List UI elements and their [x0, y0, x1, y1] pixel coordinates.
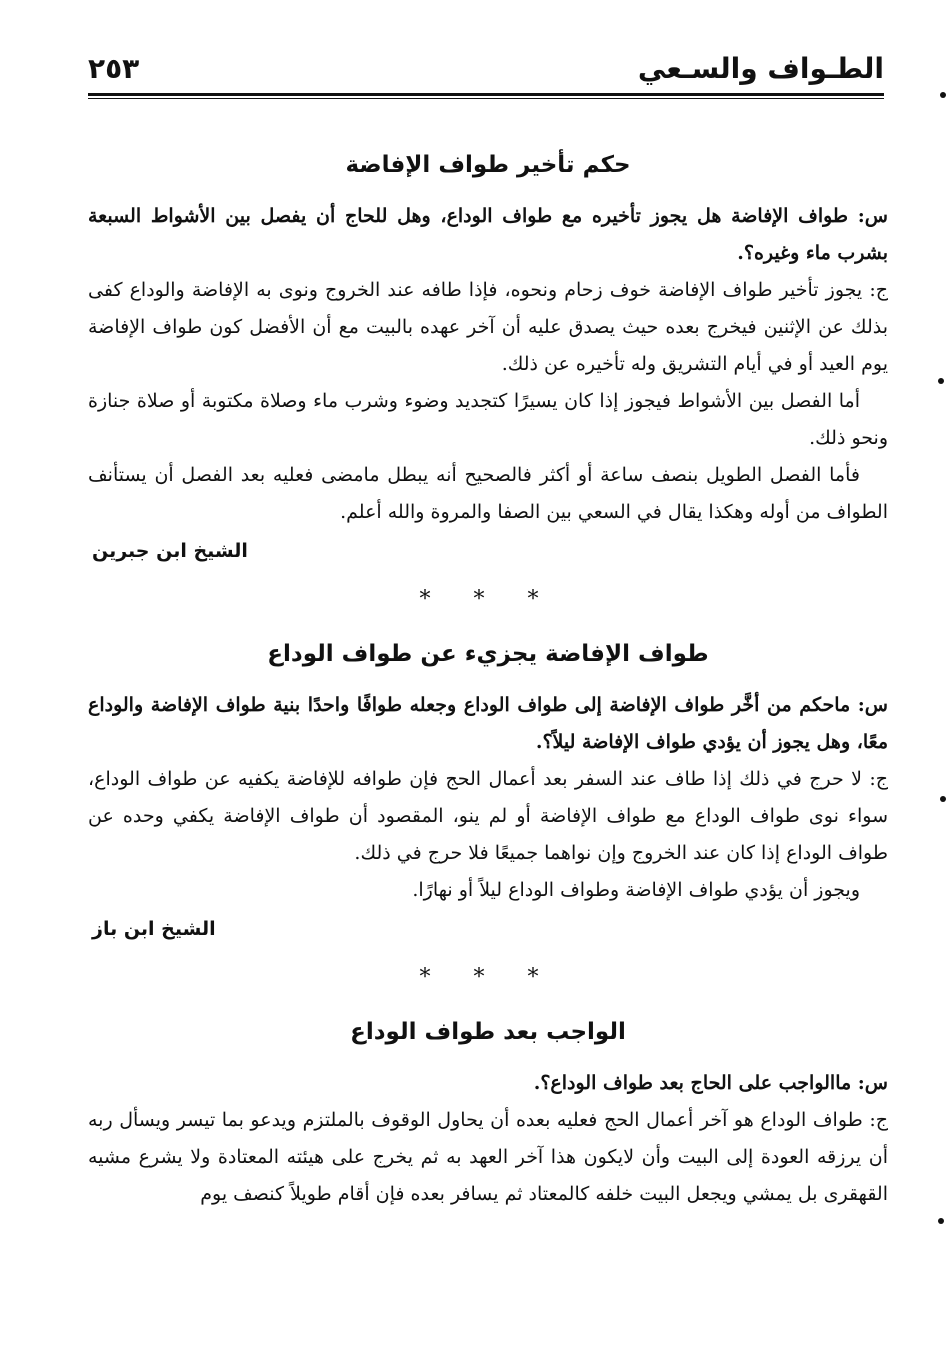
section-separator: * * * [419, 965, 557, 990]
page-number: ٢٥٣ [88, 52, 140, 85]
author-attribution: الشيخ ابن باز [92, 918, 216, 940]
answer-paragraph: أما الفصل بين الأشواط فيجوز إذا كان يسيرًا كتجديد وضوء وشرب ماء وصلاة مكتوبة أو صلاة جنازة ونحو ذلك. [88, 390, 888, 449]
section-title: طواف الإفاضة يجزيء عن طواف الوداع [267, 641, 709, 667]
section-3 [88, 1007, 888, 1213]
page-header [88, 52, 884, 92]
question-text: س: ماالواجب على الحاج بعد طواف الوداع؟. [533, 1072, 888, 1094]
section-1 [88, 140, 888, 571]
section-separator: * * * [419, 587, 557, 612]
section-title: الواجب بعد طواف الوداع [350, 1019, 626, 1045]
header-rule-thick [88, 93, 884, 96]
question-text: س: ماحكم من أخَّر طواف الإفاضة إلى طواف الوداع وجعله طوافًا واحدًا بنية طواف الإفاضة والوداع معًا، وهل يجوز أن يؤدي طواف الإفاضة ليلاً؟. [88, 694, 888, 753]
margin-mark [940, 796, 946, 802]
answer-paragraph: ج: طواف الوداع هو آخر أعمال الحج فعليه بعده أن يحاول الوقوف بالملتزم ويدعو بما تيسر ويسأل ربه أن يرزقه العودة إلى البيت وأن لايكون هذا آخر العهد به ثم يخرج على هيئته المعتادة ولا يشرع مشيه القهقرى بل يمشي ويجعل البيت خلفه كالمعتاد ثم يسافر بعده فإن أقام طويلاً كنصف يوم [88, 1109, 888, 1205]
margin-mark [938, 378, 944, 384]
answer-paragraph: ج: لا حرج في ذلك إذا طاف عند السفر بعد أعمال الحج فإن طوافه للإفاضة يكفيه عن طواف الوداع، سواء نوى طواف الوداع مع طواف الإفاضة أو لم ينو، المقصود أن طواف الإفاضة يكفي وحده عن طواف الوداع إذا كان عند الخروج وإن نواهما جميعًا فلا حرج في ذلك. [88, 768, 888, 864]
section-2 [88, 629, 888, 949]
author-attribution: الشيخ ابن جبرين [92, 540, 248, 562]
section-title: حكم تأخير طواف الإفاضة [345, 152, 631, 178]
margin-mark [940, 92, 946, 98]
page-content [88, 140, 888, 1213]
answer-paragraph: ج: يجوز تأخير طواف الإفاضة خوف زحام ونحوه، فإذا طافه عند الخروج ونوى به الإفاضة والوداع كفى بذلك عن الإثنين فيخرج بعده حيث يصدق عليه أن آخر عهده بالبيت مع أن الأفضل كون طواف الإفاضة يوم العيد أو في أيام التشريق وله تأخيره عن ذلك. [88, 279, 888, 375]
answer-paragraph: فأما الفصل الطويل بنصف ساعة أو أكثر فالصحيح أنه يبطل مامضى فعليه بعد الفصل أن يستأنف الطواف من أوله وهكذا يقال في السعي بين الصفا والمروة والله أعلم. [88, 464, 888, 523]
margin-mark [938, 1218, 944, 1224]
header-rule-thin [88, 98, 884, 99]
answer-paragraph: ويجوز أن يؤدي طواف الإفاضة وطواف الوداع ليلاً أو نهارًا. [412, 879, 860, 901]
running-title: الطـواف والسـعي [637, 52, 884, 85]
question-text: س: طواف الإفاضة هل يجوز تأخيره مع طواف الوداع، وهل للحاج أن يفصل بين الأشواط السبعة بشرب ماء وغيره؟. [88, 205, 888, 264]
